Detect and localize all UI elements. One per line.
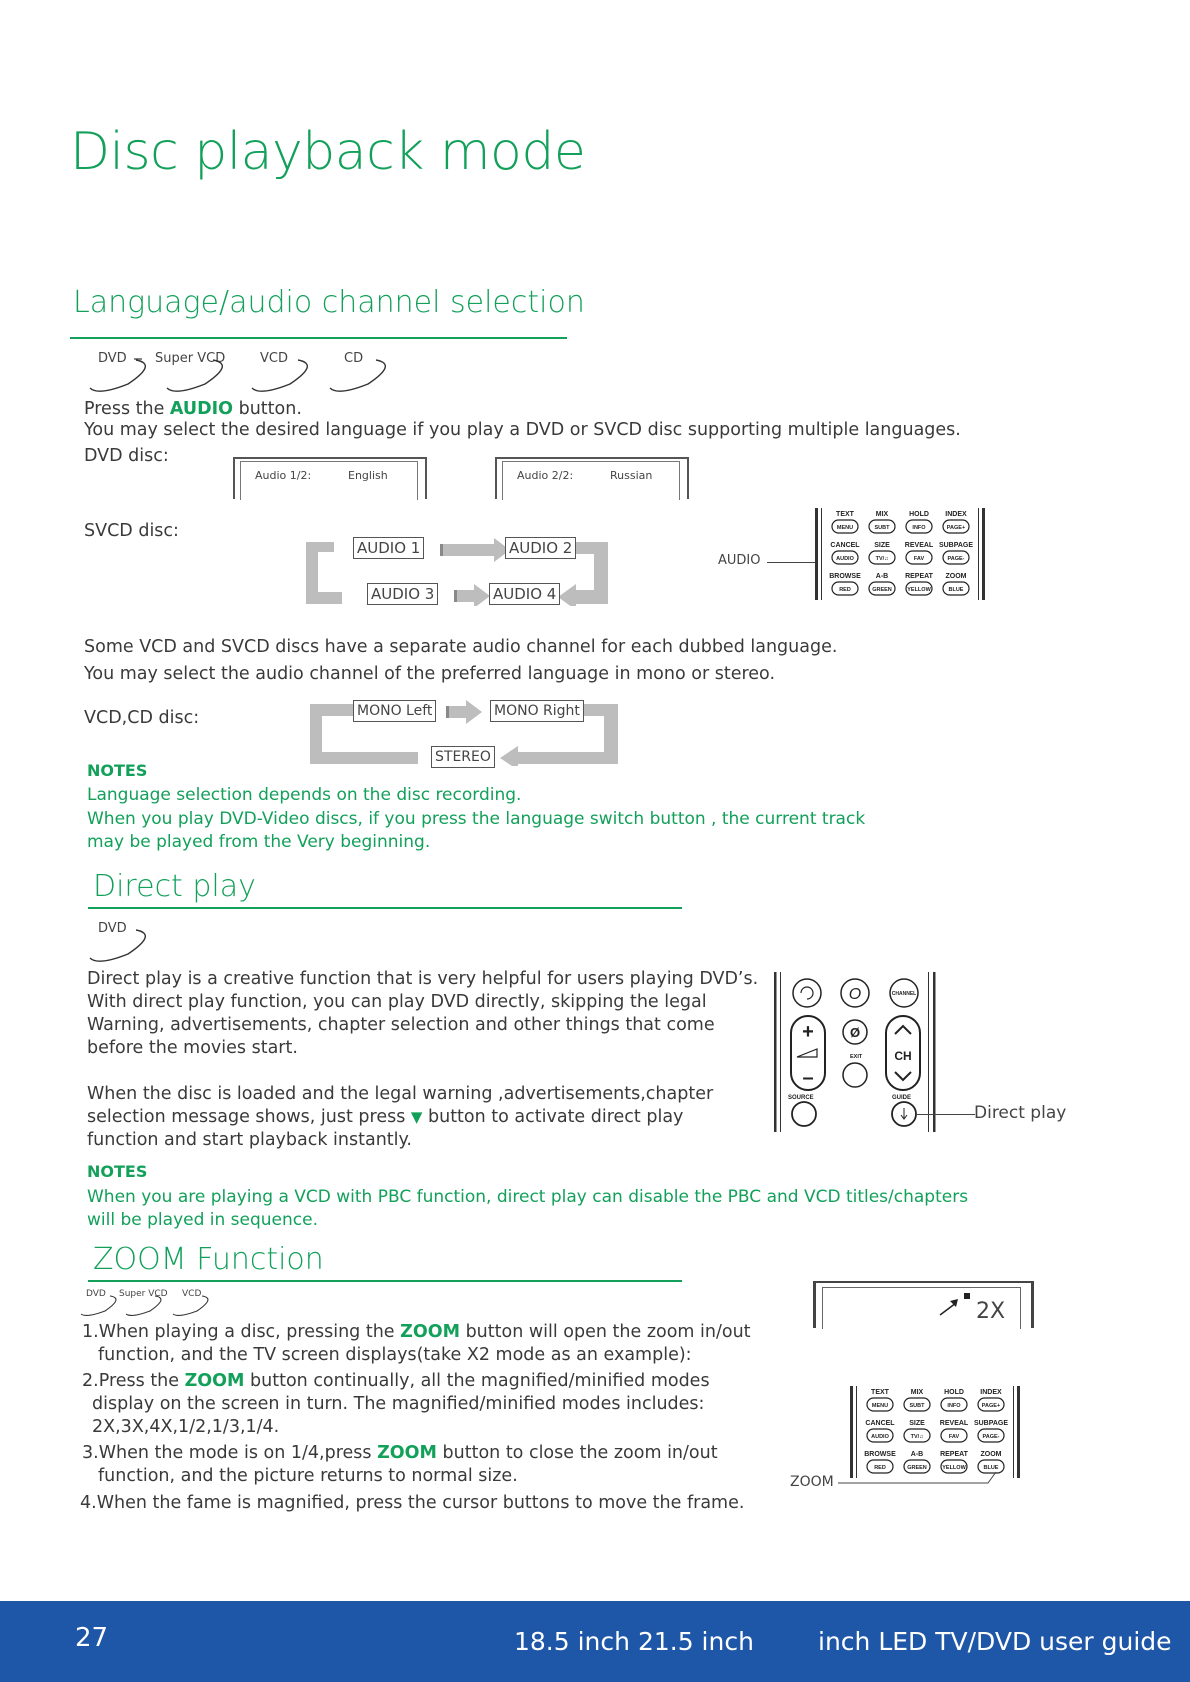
svg-text:YELLOW: YELLOW	[907, 587, 931, 593]
vcd-box-stereo: STEREO	[431, 746, 495, 768]
language-note-3: may be played from the Very beginning.	[87, 832, 431, 852]
svg-text:MIX: MIX	[910, 1389, 924, 1396]
page-title: Disc playback mode	[70, 122, 586, 182]
footer-bar	[0, 1601, 1190, 1682]
svg-text:YELLOW: YELLOW	[942, 1465, 966, 1471]
svg-text:AUDIO: AUDIO	[871, 1434, 889, 1440]
language-note-1: Language selection depends on the disc recording.	[87, 785, 522, 805]
svg-text:MENU: MENU	[871, 1403, 889, 1409]
svg-text:TEXT: TEXT	[871, 1389, 889, 1396]
zoom-osd: 2X	[813, 1281, 1034, 1328]
zoom-step-1-cont: function, and the TV screen displays(take X2 mode as an example):	[98, 1345, 692, 1365]
footer-guide-title: inch LED TV/DVD user guide	[818, 1627, 1172, 1656]
svg-text:Ø: Ø	[849, 1025, 861, 1040]
svg-text:+: +	[802, 1021, 814, 1043]
notes-heading-language: NOTES	[87, 761, 148, 780]
direct-para-2-line-2: selection message shows, just press ▼ button to activate direct play	[87, 1107, 684, 1127]
press-audio-line: Press the AUDIO button.	[84, 399, 302, 419]
svg-text:REVEAL: REVEAL	[904, 542, 934, 549]
svg-text:O: O	[848, 986, 862, 1003]
svg-text:REPEAT: REPEAT	[905, 573, 933, 580]
direct-play-icon: ▼	[410, 1108, 423, 1126]
svg-text:SUBPAGE: SUBPAGE	[973, 1420, 1009, 1427]
svg-text:GREEN: GREEN	[907, 1465, 927, 1471]
direct-para-1-line-3: Warning, advertisements, chapter selection and other things that come	[87, 1015, 715, 1035]
direct-para-1-line-1: Direct play is a creative function that is very helpful for users playing DVD’s.	[87, 969, 759, 989]
vcd-box-mono-left: MONO Left	[353, 700, 436, 722]
svg-text:REPEAT: REPEAT	[940, 1451, 968, 1458]
direct-para-1-line-4: before the movies start.	[87, 1038, 298, 1058]
svg-text:CH: CH	[894, 1049, 912, 1063]
zoom-callout-line	[838, 1468, 998, 1484]
section-heading-zoom: ZOOM Function	[93, 1242, 324, 1277]
svg-text:EXIT: EXIT	[850, 1054, 863, 1060]
zoom-arrow-icon	[936, 1291, 976, 1321]
zoom-step-2-cont-2: 2X,3X,4X,1/2,1/3,1/4.	[92, 1417, 280, 1437]
svg-text:PAGE+: PAGE+	[981, 1403, 1001, 1409]
zoom-step-3-cont: function, and the picture returns to normal size.	[98, 1466, 518, 1486]
remote-panel-zoom	[850, 1386, 1020, 1478]
svg-text:INFO: INFO	[912, 525, 926, 531]
svg-text:SUBT: SUBT	[874, 525, 890, 531]
svg-text:ZOOM: ZOOM	[980, 1451, 1002, 1458]
direct-para-1-line-2: With direct play function, you can play DVD directly, skipping the legal	[87, 992, 707, 1012]
page-number: 27	[75, 1623, 109, 1653]
vcd-text-2: You may select the audio channel of the preferred language in mono or stereo.	[84, 664, 776, 684]
osd-audio-2: Audio 2/2: Russian	[495, 457, 689, 499]
svg-text:TEXT: TEXT	[836, 511, 854, 518]
svg-text:TV/♫: TV/♫	[910, 1434, 924, 1440]
svg-text:PAGE+: PAGE+	[946, 525, 966, 531]
remote-direct-play	[774, 972, 936, 1132]
section-heading-language: Language/audio channel selection	[73, 285, 585, 320]
direct-play-callout-line	[917, 1114, 975, 1115]
zoom-callout-label: ZOOM	[790, 1474, 834, 1490]
svg-text:FAV: FAV	[948, 1434, 960, 1440]
footer-sizes: 18.5 inch 21.5 inch	[514, 1627, 754, 1656]
remote-panel-audio	[815, 508, 985, 600]
zoom-step-2-cont-1: display on the screen in turn. The magnified/minified modes includes:	[92, 1394, 705, 1414]
zoom-step-1: 1.When playing a disc, pressing the ZOOM button will open the zoom in/out	[82, 1322, 751, 1342]
svg-text:BLUE: BLUE	[983, 1465, 999, 1471]
svg-text:A-B: A-B	[910, 1451, 924, 1458]
svg-text:SUBT: SUBT	[909, 1403, 925, 1409]
svg-text:BROWSE: BROWSE	[864, 1451, 896, 1458]
audio-key-text: AUDIO	[169, 399, 234, 419]
svcd-box-audio3: AUDIO 3	[367, 583, 438, 605]
svg-text:HOLD: HOLD	[909, 511, 929, 518]
svg-text:SOURCE: SOURCE	[788, 1095, 814, 1101]
svg-text:A-B: A-B	[875, 573, 889, 580]
svg-text:AUDIO: AUDIO	[836, 556, 854, 562]
direct-note-2: will be played in sequence.	[87, 1210, 319, 1230]
language-description: You may select the desired language if you play a DVD or SVCD disc supporting multiple languages.	[84, 420, 961, 440]
direct-note-1: When you are playing a VCD with PBC function, direct play can disable the PBC and VCD titles/chapters	[87, 1187, 969, 1207]
zoom-step-3: 3.When the mode is on 1/4,press ZOOM button to close the zoom in/out	[82, 1443, 718, 1463]
svg-text:CANCEL: CANCEL	[830, 542, 860, 549]
direct-para-2-line-1: When the disc is loaded and the legal warning ,advertisements,chapter	[87, 1084, 714, 1104]
svcd-box-audio2: AUDIO 2	[505, 537, 576, 559]
svg-text:SUBPAGE: SUBPAGE	[938, 542, 974, 549]
vcd-cd-disc-label: VCD,CD disc:	[84, 708, 200, 728]
svg-text:REVEAL: REVEAL	[939, 1420, 969, 1427]
vcd-text-1: Some VCD and SVCD discs have a separate audio channel for each dubbed language.	[84, 637, 838, 657]
svcd-disc-label: SVCD disc:	[84, 521, 179, 541]
svg-text:TV/♫: TV/♫	[875, 556, 889, 562]
svg-text:INDEX: INDEX	[945, 511, 967, 518]
svcd-box-audio1: AUDIO 1	[353, 537, 424, 559]
svg-text:BROWSE: BROWSE	[829, 573, 861, 580]
svg-text:GREEN: GREEN	[872, 587, 892, 593]
svg-text:PAGE-: PAGE-	[982, 1434, 1000, 1440]
audio-callout-label: AUDIO	[718, 553, 761, 568]
svg-text:HOLD: HOLD	[944, 1389, 964, 1396]
dvd-disc-label: DVD disc:	[84, 446, 169, 466]
language-note-2: When you play DVD-Video discs, if you press the language switch button , the current track	[87, 809, 866, 829]
svg-text:ZOOM: ZOOM	[945, 573, 967, 580]
section-rule	[88, 907, 682, 909]
osd-audio-1: Audio 1/2: English	[233, 457, 427, 499]
svg-text:–: –	[802, 1067, 814, 1089]
svg-text:SIZE: SIZE	[874, 542, 890, 549]
section-rule	[88, 1280, 682, 1282]
svg-text:RED: RED	[839, 587, 851, 593]
section-heading-direct-play: Direct play	[93, 869, 256, 904]
svg-text:RED: RED	[874, 1465, 886, 1471]
svg-text:FAV: FAV	[913, 556, 925, 562]
direct-para-2-line-3: function and start playback instantly.	[87, 1130, 412, 1150]
svg-text:MIX: MIX	[875, 511, 889, 518]
notes-heading-direct: NOTES	[87, 1162, 148, 1181]
svg-text:GUIDE: GUIDE	[892, 1095, 912, 1101]
svcd-box-audio4: AUDIO 4	[489, 583, 560, 605]
direct-play-callout: Direct play	[974, 1103, 1067, 1123]
svg-text:INDEX: INDEX	[980, 1389, 1002, 1396]
vcd-box-mono-right: MONO Right	[490, 700, 584, 722]
svg-text:INFO: INFO	[947, 1403, 961, 1409]
svg-text:MENU: MENU	[836, 525, 854, 531]
zoom-step-4: 4.When the fame is magnified, press the cursor buttons to move the frame.	[80, 1493, 745, 1513]
zoom-step-2: 2.Press the ZOOM button continually, all the magnified/minified modes	[82, 1371, 710, 1391]
section-rule	[70, 337, 567, 339]
svg-text:SIZE: SIZE	[909, 1420, 925, 1427]
svg-text:CHANNEL: CHANNEL	[891, 991, 917, 997]
svg-text:CANCEL: CANCEL	[865, 1420, 895, 1427]
audio-callout-line	[767, 562, 817, 563]
svg-text:BLUE: BLUE	[948, 587, 964, 593]
svg-text:PAGE-: PAGE-	[947, 556, 965, 562]
